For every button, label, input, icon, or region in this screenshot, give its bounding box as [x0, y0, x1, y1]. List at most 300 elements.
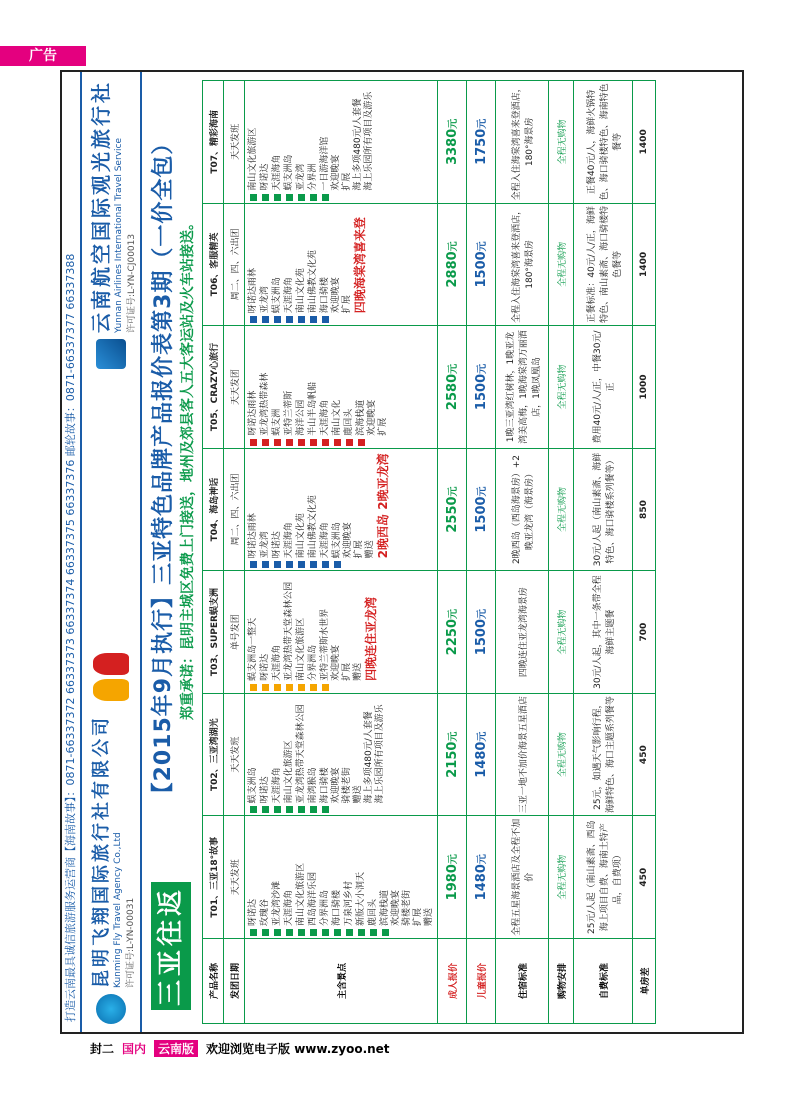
bullet-icon [310, 561, 317, 568]
hotel-standard: 四晚连住亚龙湾海景房 [496, 571, 549, 694]
spot-name: 万泉河乡村 [344, 880, 354, 926]
bullet-icon [370, 929, 377, 936]
spot-note: 赠送 [424, 907, 434, 926]
bullet-icon [250, 316, 257, 323]
spot-item [319, 83, 331, 201]
spot-note: 扩展 [378, 417, 388, 436]
departure-day: 周二、四、六出团 [224, 203, 245, 326]
left-logo [87, 707, 136, 1032]
spot-item [271, 818, 283, 936]
shopping-arrangement: 全程无购物 [549, 571, 574, 694]
optional-fee: 25元/人起（南山素斋、西岛海上项目自费、海南土特产品，自费项） [574, 816, 633, 939]
single-supplement: 850 [633, 448, 656, 571]
spot-note: 赠送 [365, 540, 375, 559]
child-price: 1480元 [467, 693, 496, 816]
row-departure [224, 81, 245, 1024]
product-name: T06、客服精英 [203, 203, 224, 326]
bullet-icon [298, 439, 305, 446]
right-logo [85, 72, 137, 377]
spot-name: 南山文化苑 [296, 513, 306, 559]
spot-note: 扩展 [342, 295, 352, 314]
spot-note: 赠送 [353, 785, 363, 804]
spots-cell [245, 571, 438, 694]
shopping-arrangement: 全程无购物 [549, 448, 574, 571]
spot-name: 南湾猴岛 [308, 767, 318, 804]
child-price: 1750元 [467, 81, 496, 204]
hotel-standard: 全程入住海棠湾喜来登酒店，180°海景房 [496, 81, 549, 204]
bullet-icon [310, 806, 317, 813]
spot-item [271, 451, 283, 569]
spot-name: 呀诺达 [260, 776, 270, 804]
spot-name: 天涯海角 [284, 522, 294, 559]
spot-item [271, 206, 283, 324]
departure-day: 周二、四、六出团 [224, 448, 245, 571]
shopping-arrangement: 全程无购物 [549, 203, 574, 326]
bullet-icon [262, 929, 269, 936]
page-subtitle: 郑重承诺：昆明主城区免费上门接送，地州及郊县客人五大客运站及火车站接送。 [179, 216, 196, 720]
bullet-icon [286, 806, 293, 813]
spot-name: 亚龙湾沙滩 [272, 880, 282, 926]
mascot-icon [88, 647, 134, 707]
bullet-icon [274, 561, 281, 568]
spot-item [343, 328, 355, 446]
left-logo-cn: 昆明飞翔国际旅行社有限公司 [90, 715, 112, 988]
optional-fee: 费用40元/人/正，中餐30元/正 [574, 326, 633, 449]
row-adult-price [438, 81, 467, 1024]
child-price: 1500元 [467, 571, 496, 694]
spot-item [295, 328, 307, 446]
spot-name: 亚龙湾热带森林 [260, 372, 270, 436]
bullet-icon [262, 316, 269, 323]
row-label: 单房差 [633, 939, 656, 1024]
departure-day: 单号发团 [224, 571, 245, 694]
spot-name: 滨海栈道 [380, 889, 390, 926]
shopping-arrangement: 全程无购物 [549, 81, 574, 204]
spot-item [307, 696, 319, 814]
contact-text: 打造云南最具诚信旅游服务运营商【海南故事】：0871-66337372 66337373 66337374 66337375 66337376 邮轮故事：0871-66337377 66337388 [64, 253, 77, 1022]
spot-item [259, 328, 271, 446]
row-label: 主含景点 [245, 939, 438, 1024]
single-supplement: 700 [633, 571, 656, 694]
child-price: 1500元 [467, 326, 496, 449]
child-price: 1480元 [467, 816, 496, 939]
single-supplement: 1400 [633, 81, 656, 204]
bullet-icon [274, 194, 281, 201]
bullet-icon [250, 929, 257, 936]
spot-note: 欢迎晚宴 [343, 522, 353, 559]
spot-name: 呀诺达 [260, 163, 270, 191]
spot-note: 扩展 [342, 662, 352, 681]
spots-cell [245, 693, 438, 816]
price-table-wrapper [202, 80, 656, 1024]
spot-item [259, 696, 271, 814]
agency-logo-icon [96, 994, 126, 1024]
bullet-icon [298, 929, 305, 936]
row-product [203, 81, 224, 1024]
product-name: T02、三亚湾湖光 [203, 693, 224, 816]
spot-note: 欢迎晚宴 [331, 644, 341, 681]
spots-cell [245, 816, 438, 939]
spot-name: 滨海栈道 [356, 399, 366, 436]
spot-name: 南山文化 [332, 399, 342, 436]
spot-name: 南山文化旅游区 [248, 127, 258, 191]
bullet-icon [286, 684, 293, 691]
price-table [202, 80, 656, 1024]
row-label: 发团日期 [224, 939, 245, 1024]
spot-item [259, 818, 271, 936]
spot-item [307, 573, 319, 691]
spot-item [283, 83, 295, 201]
hotel-standard: 全程五星海景酒店及全程不加价 [496, 816, 549, 939]
adult-price: 1980元 [438, 816, 467, 939]
rotated-content [62, 72, 742, 1032]
bullet-icon [310, 439, 317, 446]
spot-item [319, 328, 331, 446]
bullet-icon [334, 439, 341, 446]
row-label: 住宿标准 [496, 939, 549, 1024]
spot-name: 分界洲岛 [320, 889, 330, 926]
spot-item [295, 818, 307, 936]
route-badge: 三亚往返 [151, 882, 191, 1010]
spot-name: 呀诺达 [260, 653, 270, 681]
row-label: 自费标准 [574, 939, 633, 1024]
single-supplement: 1400 [633, 203, 656, 326]
advert-frame [60, 70, 744, 1034]
bullet-icon [322, 316, 329, 323]
spot-item [271, 328, 283, 446]
spot-note: 海上乐园所有项目及游乐 [375, 704, 385, 804]
bullet-icon [262, 194, 269, 201]
spot-note: 欢迎晚宴 [331, 154, 341, 191]
spot-name: 新版大小洞天 [356, 871, 366, 926]
bullet-icon [286, 929, 293, 936]
spot-name: 天涯海角 [320, 399, 330, 436]
hotel-standard: 2晚西岛（西岛海景房）+2晚亚龙湾（海景房） [496, 448, 549, 571]
right-logo-license: 许可证号:L-YN-CJ00013 [127, 233, 137, 333]
spot-item [259, 83, 271, 201]
bullet-icon [250, 806, 257, 813]
logo-bar [80, 72, 142, 1032]
spot-item [331, 451, 343, 569]
bullet-icon [262, 561, 269, 568]
spot-name: 呀诺达雨林 [248, 268, 258, 314]
adult-price: 2250元 [438, 571, 467, 694]
spot-item [283, 206, 295, 324]
left-logo-en: Kunming Fly Travel Agency Co.,Ltd [112, 832, 123, 988]
spot-item [319, 818, 331, 936]
spot-name: 天涯海角 [284, 889, 294, 926]
spot-item [307, 206, 319, 324]
spot-name: 亚龙湾 [296, 163, 306, 191]
spot-name: 亚龙湾热带天堂森林公园 [296, 704, 306, 804]
ad-tag: 广告 [0, 46, 86, 66]
adult-price: 2550元 [438, 448, 467, 571]
row-shopping [549, 81, 574, 1024]
spot-name: 海口骑楼 [332, 889, 342, 926]
product-name: T07、精彩海南 [203, 81, 224, 204]
spot-item [247, 573, 259, 691]
spot-name: 蜈支洲岛 [332, 522, 342, 559]
spot-item [295, 83, 307, 201]
row-optional [574, 81, 633, 1024]
spot-note: 海上多项480元/人套餐 [353, 98, 363, 191]
bullet-icon [286, 561, 293, 568]
bullet-icon [346, 929, 353, 936]
product-name: T04、海岛神话 [203, 448, 224, 571]
spot-name: 海口骑楼 [320, 767, 330, 804]
spot-name: 鹿回头 [368, 898, 378, 926]
spot-name: 南山佛教文化苑 [308, 250, 318, 314]
single-supplement: 1000 [633, 326, 656, 449]
spot-item [283, 328, 295, 446]
footer-link[interactable]: 欢迎浏览电子版 www.zyoo.net [206, 1041, 390, 1056]
spot-item [247, 328, 259, 446]
spot-note: 欢迎晚宴 [331, 767, 341, 804]
spot-item [307, 818, 319, 936]
bullet-icon [286, 194, 293, 201]
product-name: T05、CRAZY心旅行 [203, 326, 224, 449]
spot-highlight: 四晚连住亚龙湾 [364, 596, 378, 681]
bullet-icon [286, 439, 293, 446]
child-price: 1500元 [467, 203, 496, 326]
spot-name: 海口骑楼 [320, 277, 330, 314]
spot-item [283, 573, 295, 691]
bullet-icon [322, 929, 329, 936]
footer-section: 国内 [122, 1041, 147, 1056]
spot-item [343, 818, 355, 936]
child-price: 1500元 [467, 448, 496, 571]
bullet-icon [334, 561, 341, 568]
product-name: T01、三亚18°故事 [203, 816, 224, 939]
spot-item [283, 696, 295, 814]
spot-item [247, 451, 259, 569]
spots-cell [245, 448, 438, 571]
hotel-standard: 三亚一地不加价海景五星酒店 [496, 693, 549, 816]
spot-item [355, 328, 367, 446]
left-logo-license: 许可证号:L-YN-00031 [125, 897, 136, 988]
spot-name: 天涯海角 [272, 767, 282, 804]
spot-item [247, 696, 259, 814]
spot-item [307, 328, 319, 446]
spot-name: 天涯海角 [272, 154, 282, 191]
spot-highlight: 2晚西岛 2晚亚龙湾 [376, 453, 390, 559]
row-single [633, 81, 656, 1024]
spot-item [247, 818, 259, 936]
bullet-icon [298, 561, 305, 568]
spot-note: 扩展 [342, 172, 352, 191]
bullet-icon [298, 194, 305, 201]
spot-name: 南山文化旅游区 [284, 740, 294, 804]
adult-price: 3380元 [438, 81, 467, 204]
spot-note: 欢迎晚宴 [367, 399, 377, 436]
bullet-icon [310, 929, 317, 936]
bullet-icon [322, 684, 329, 691]
bullet-icon [274, 439, 281, 446]
row-label: 成人报价 [438, 939, 467, 1024]
spot-name: 亚龙湾 [260, 531, 270, 559]
spot-name: 玫瑰谷 [260, 898, 270, 926]
spot-name: 南山佛教文化苑 [308, 495, 318, 559]
spot-name: 分界洲 [308, 163, 318, 191]
row-label: 购物安排 [549, 939, 574, 1024]
spot-item [295, 451, 307, 569]
spot-item [355, 818, 367, 936]
page-footer [90, 1040, 390, 1056]
page-title: 【2015年9月执行】三亚特色品牌产品报价表第3期（一价全包） [150, 131, 176, 805]
spot-name: 西岛海洋乐园 [308, 871, 318, 926]
spot-item [259, 206, 271, 324]
bullet-icon [262, 684, 269, 691]
adult-price: 2880元 [438, 203, 467, 326]
bullet-icon [286, 316, 293, 323]
departure-day: 天天发班 [224, 816, 245, 939]
spot-note: 海上乐园所有项目及游乐 [364, 91, 374, 191]
row-label: 产品名称 [203, 939, 224, 1024]
row-label: 儿童报价 [467, 939, 496, 1024]
spot-item [331, 328, 343, 446]
spot-name: 呀诺达 [272, 531, 282, 559]
bullet-icon [298, 316, 305, 323]
single-supplement: 450 [633, 816, 656, 939]
spot-item [319, 206, 331, 324]
bullet-icon [262, 439, 269, 446]
spot-note: 扩展 [354, 540, 364, 559]
spot-item [283, 451, 295, 569]
spot-item [319, 696, 331, 814]
departure-day: 天天发团 [224, 326, 245, 449]
shopping-arrangement: 全程无购物 [549, 326, 574, 449]
spots-cell [245, 203, 438, 326]
spot-item [307, 451, 319, 569]
spots-cell [245, 326, 438, 449]
bullet-icon [322, 439, 329, 446]
spot-name: 南山文化苑 [296, 268, 306, 314]
footer-edition: 云南版 [154, 1040, 198, 1057]
spot-name: 一日游海洋馆 [320, 136, 330, 191]
bullet-icon [298, 684, 305, 691]
spot-name: 海洋公园 [296, 399, 306, 436]
spot-item [271, 696, 283, 814]
spot-item [319, 573, 331, 691]
spot-item [307, 83, 319, 201]
shopping-arrangement: 全程无购物 [549, 693, 574, 816]
spot-name: 天涯海角 [272, 644, 282, 681]
right-logo-cn: 云南航空国际观光旅行社 [89, 80, 113, 333]
bullet-icon [274, 316, 281, 323]
hotel-standard: 1晚三亚湾红树林，1晚亚龙湾美高梅，1晚海棠湾万丽酒店，1晚凤凰岛 [496, 326, 549, 449]
optional-fee: 25元，如遇天气影响行程，海鲜特色、海口主题系列餐等 [574, 693, 633, 816]
bullet-icon [310, 316, 317, 323]
spot-name: 呀诺达雨林 [248, 513, 258, 559]
spot-name: 蜈支洲 [272, 408, 282, 436]
spot-note: 赠送 [353, 662, 363, 681]
bullet-icon [346, 439, 353, 446]
bullet-icon [322, 561, 329, 568]
bullet-icon [262, 806, 269, 813]
spot-item [295, 696, 307, 814]
spot-name: 蜈支洲岛 [248, 767, 258, 804]
spot-name: 南山文化旅游区 [296, 862, 306, 926]
spot-note: 扩展 [413, 907, 423, 926]
single-supplement: 450 [633, 693, 656, 816]
spot-note: 海上多项480元/人套餐 [364, 711, 374, 804]
spot-item [367, 818, 379, 936]
spot-item [283, 818, 295, 936]
spot-note: 骑楼老街 [402, 889, 412, 926]
bullet-icon [358, 439, 365, 446]
title-row [144, 72, 198, 1032]
product-name: T03、SUPER蜈支洲 [203, 571, 224, 694]
bullet-icon [274, 684, 281, 691]
spot-name: 亚特兰蒂斯水世界 [320, 608, 330, 681]
spot-name: 蜈支洲岛 [284, 154, 294, 191]
airline-logo-icon [96, 339, 126, 369]
spot-name: 半山半岛帆船 [308, 381, 318, 436]
spot-item [271, 573, 283, 691]
spot-item [319, 451, 331, 569]
spot-name: 亚龙湾 [260, 286, 270, 314]
spot-name: 鹿回头 [344, 408, 354, 436]
spot-name: 天涯海角 [284, 277, 294, 314]
spot-name: 呀诺达雨林 [248, 390, 258, 436]
bullet-icon [274, 929, 281, 936]
adult-price: 2580元 [438, 326, 467, 449]
hotel-standard: 全程入住海棠湾喜来登酒店，180°海景房 [496, 203, 549, 326]
bullet-icon [310, 194, 317, 201]
bullet-icon [322, 806, 329, 813]
bullet-icon [322, 194, 329, 201]
right-logo-en: Yunnan Airlines International Travel Service [114, 138, 124, 333]
spot-note: 骑楼老街 [342, 767, 352, 804]
optional-fee: 正餐标准：40元/人/正，海鲜特色、南山素斋、海口骑楼特色餐等 [574, 203, 633, 326]
spot-name: 呀诺达 [248, 898, 258, 926]
spot-item [259, 451, 271, 569]
bullet-icon [358, 929, 365, 936]
departure-day: 天天发班 [224, 693, 245, 816]
optional-fee: 正餐40元/人，海鲜火锅特色、海口骑楼特色、海南特色餐等 [574, 81, 633, 204]
spot-note: 欢迎晚宴 [331, 277, 341, 314]
optional-fee: 30元/人起（南山素斋、海鲜特色、海口骑楼系列餐等） [574, 448, 633, 571]
row-spots [245, 81, 438, 1024]
row-hotel [496, 81, 549, 1024]
spot-note: 欢迎晚宴 [391, 889, 401, 926]
spots-cell [245, 81, 438, 204]
spot-name: 天涯海角 [320, 522, 330, 559]
shopping-arrangement: 全程无购物 [549, 816, 574, 939]
spot-item [295, 206, 307, 324]
contact-strip [62, 72, 80, 1032]
departure-day: 天天发班 [224, 81, 245, 204]
bullet-icon [298, 806, 305, 813]
bullet-icon [250, 561, 257, 568]
bullet-icon [334, 929, 341, 936]
spot-name: 南山文化旅游区 [296, 617, 306, 681]
spot-name: 亚龙湾热带天堂森林公园 [284, 581, 294, 681]
bullet-icon [250, 194, 257, 201]
spot-item [295, 573, 307, 691]
spot-name: 分界洲岛 [308, 644, 318, 681]
bullet-icon [250, 439, 257, 446]
row-child-price [467, 81, 496, 1024]
footer-page: 封二 [90, 1041, 115, 1056]
bullet-icon [382, 929, 389, 936]
spot-item [331, 818, 343, 936]
spot-item [271, 83, 283, 201]
spot-item [379, 818, 391, 936]
spot-highlight: 四晚海棠湾喜来登 [353, 217, 367, 314]
adult-price: 2150元 [438, 693, 467, 816]
spot-item [247, 206, 259, 324]
